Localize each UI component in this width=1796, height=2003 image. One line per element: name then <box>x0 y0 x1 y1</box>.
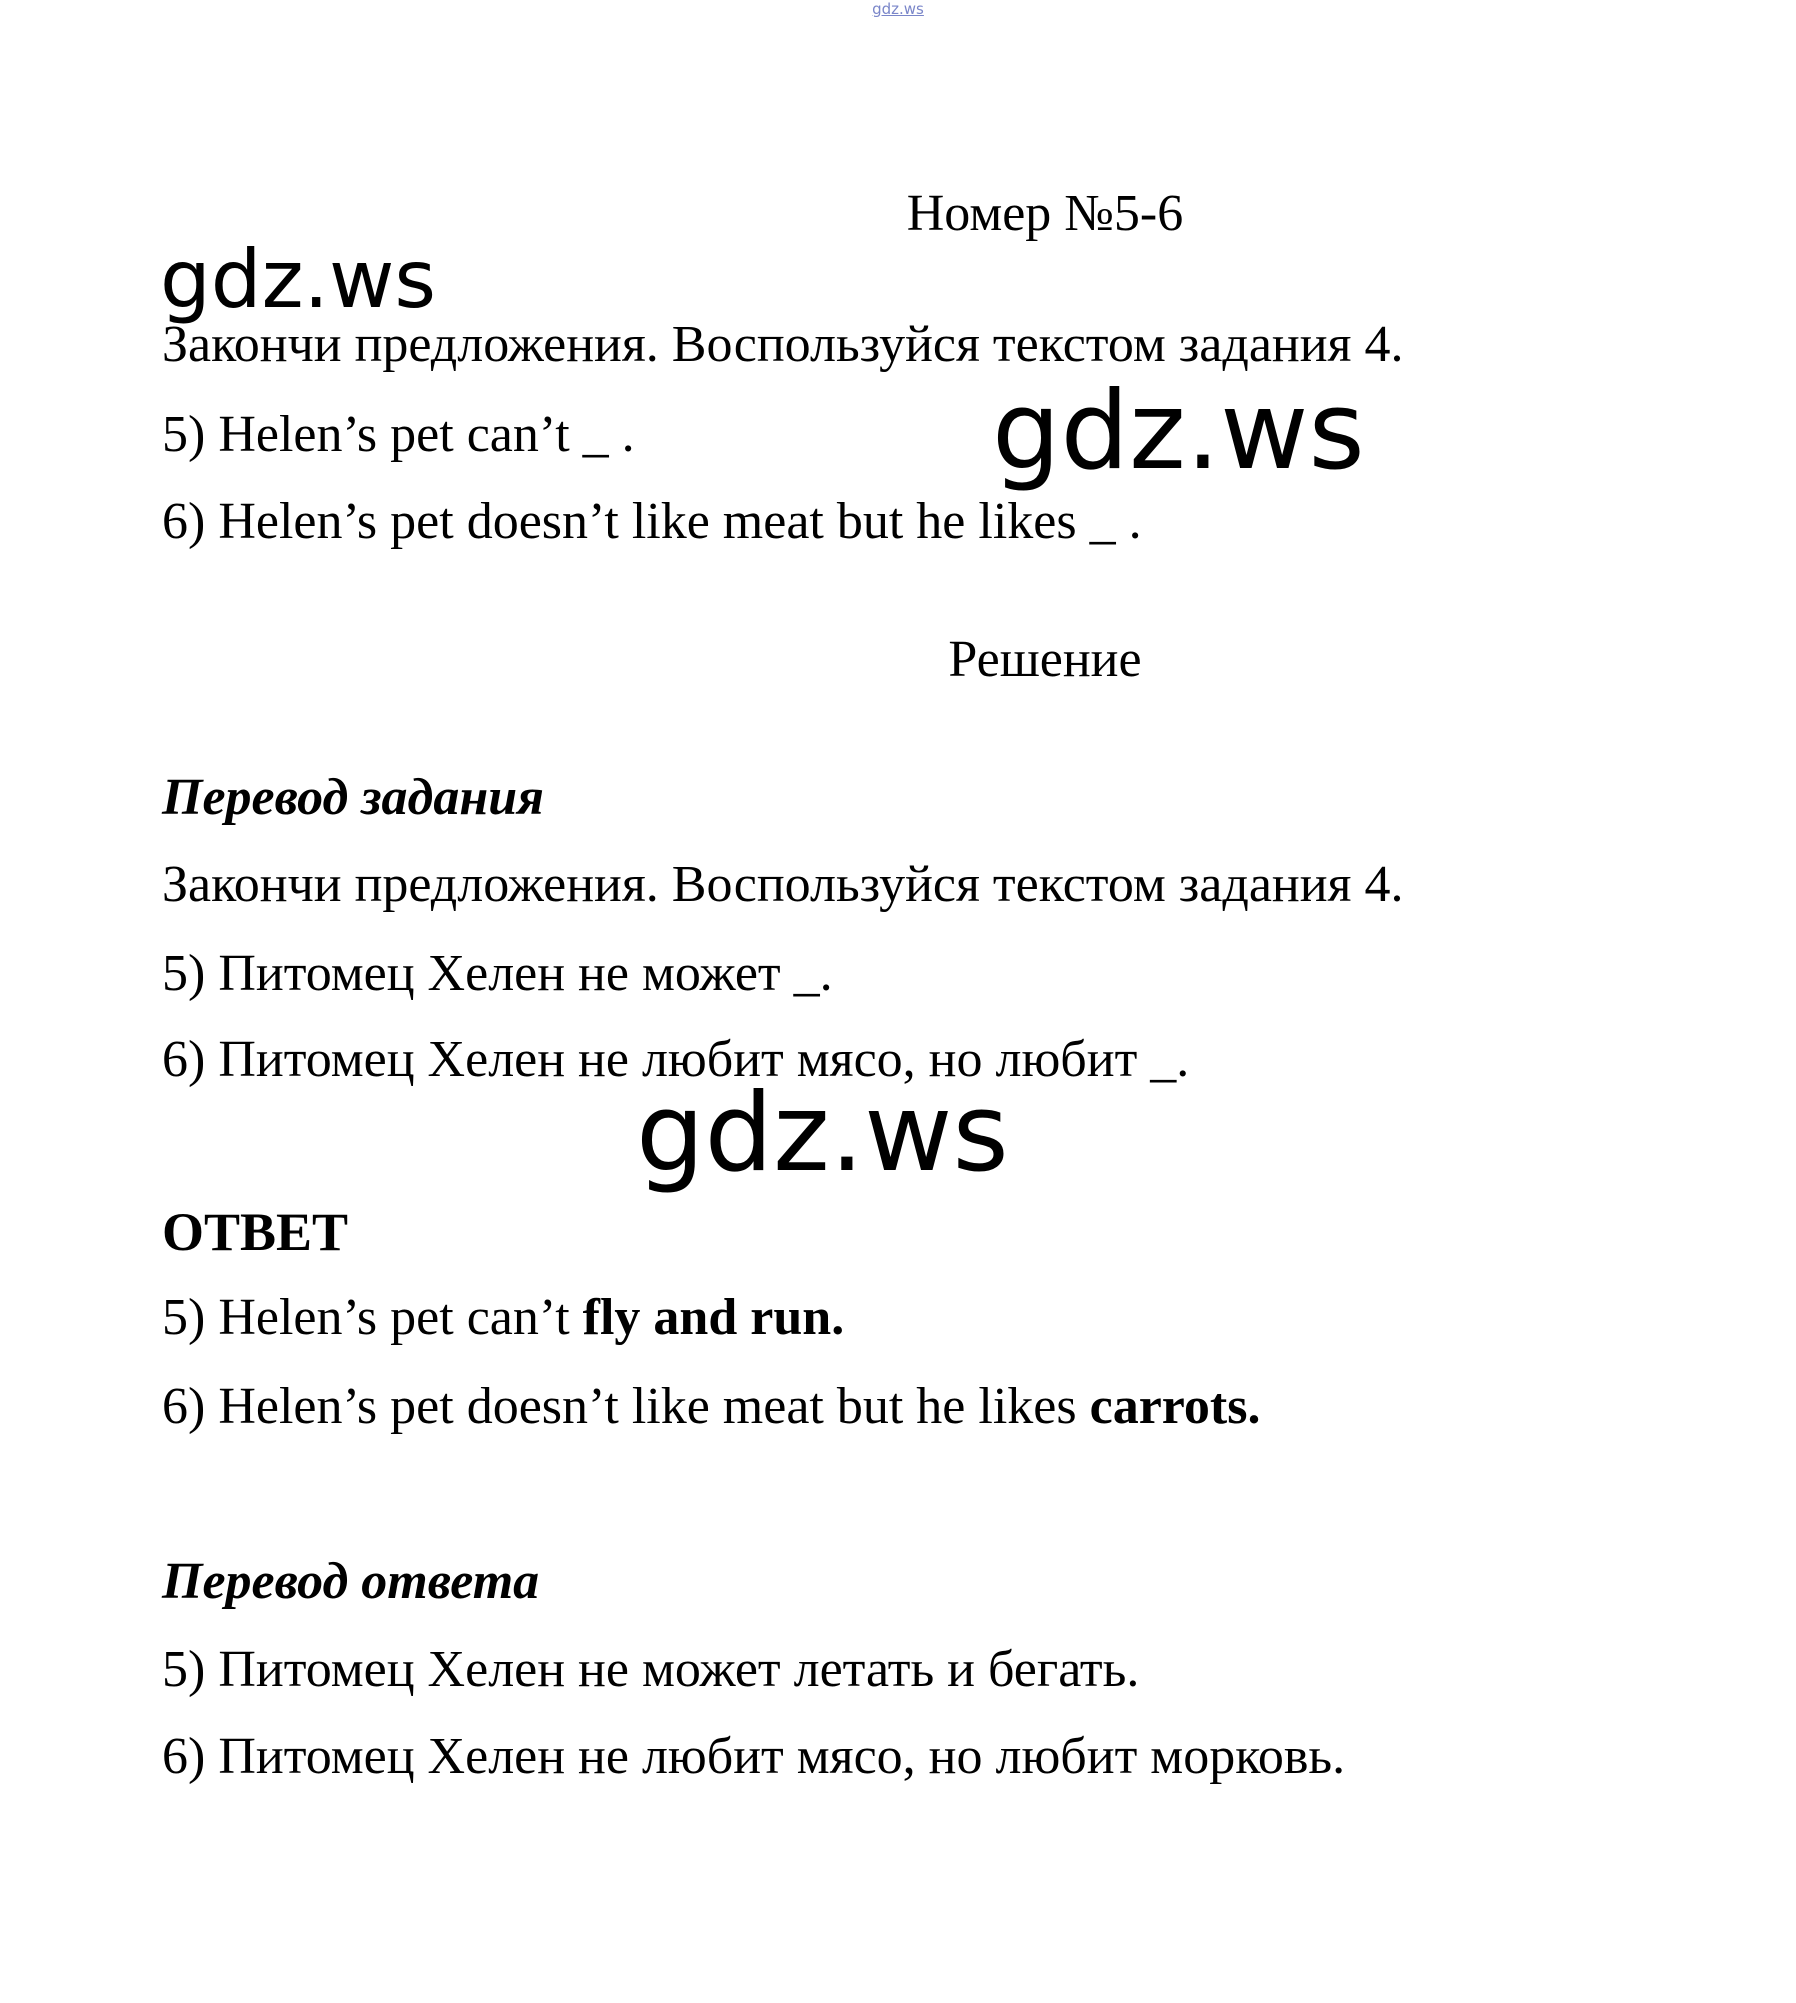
task-instruction: Закончи предложения. Воспользуйся текстом задания 4. <box>162 316 1404 373</box>
answer-line-6-prefix: 6) Helen’s pet doesn’t like meat but he likes <box>162 1378 1090 1435</box>
task-translation-heading: Перевод задания <box>162 769 544 826</box>
task-translation-line-6: 6) Питомец Хелен не любит мясо, но любит _. <box>162 1031 1190 1088</box>
answer-translation-line-5: 5) Питомец Хелен не может летать и бегать. <box>162 1641 1140 1698</box>
answer-line-5-prefix: 5) Helen’s pet can’t <box>162 1289 583 1346</box>
watermark-3: gdz.ws <box>636 1071 1009 1196</box>
answer-translation-heading: Перевод ответа <box>162 1553 540 1610</box>
answer-translation-line-6: 6) Питомец Хелен не любит мясо, но любит морковь. <box>162 1728 1346 1785</box>
answer-line-5-answer: fly and run. <box>582 1289 845 1346</box>
answer-line-6 <box>162 1377 1260 1437</box>
page-title: Номер №5-6 <box>906 185 1184 242</box>
watermark-2: gdz.ws <box>992 369 1365 494</box>
answer-line-5 <box>162 1288 844 1348</box>
task-line-5: 5) Helen’s pet can’t _ . <box>162 406 635 463</box>
task-line-6: 6) Helen’s pet doesn’t like meat but he likes _ . <box>162 493 1142 550</box>
top-watermark-link[interactable]: gdz.ws <box>872 0 924 18</box>
solution-label: Решение <box>948 631 1142 688</box>
answer-line-6-answer: carrots. <box>1089 1378 1261 1435</box>
task-translation-line-5: 5) Питомец Хелен не может _. <box>162 945 833 1002</box>
watermark-1: gdz.ws <box>160 233 437 326</box>
task-translation-instruction: Закончи предложения. Воспользуйся текстом задания 4. <box>162 856 1404 913</box>
answer-heading: ОТВЕТ <box>162 1202 349 1262</box>
